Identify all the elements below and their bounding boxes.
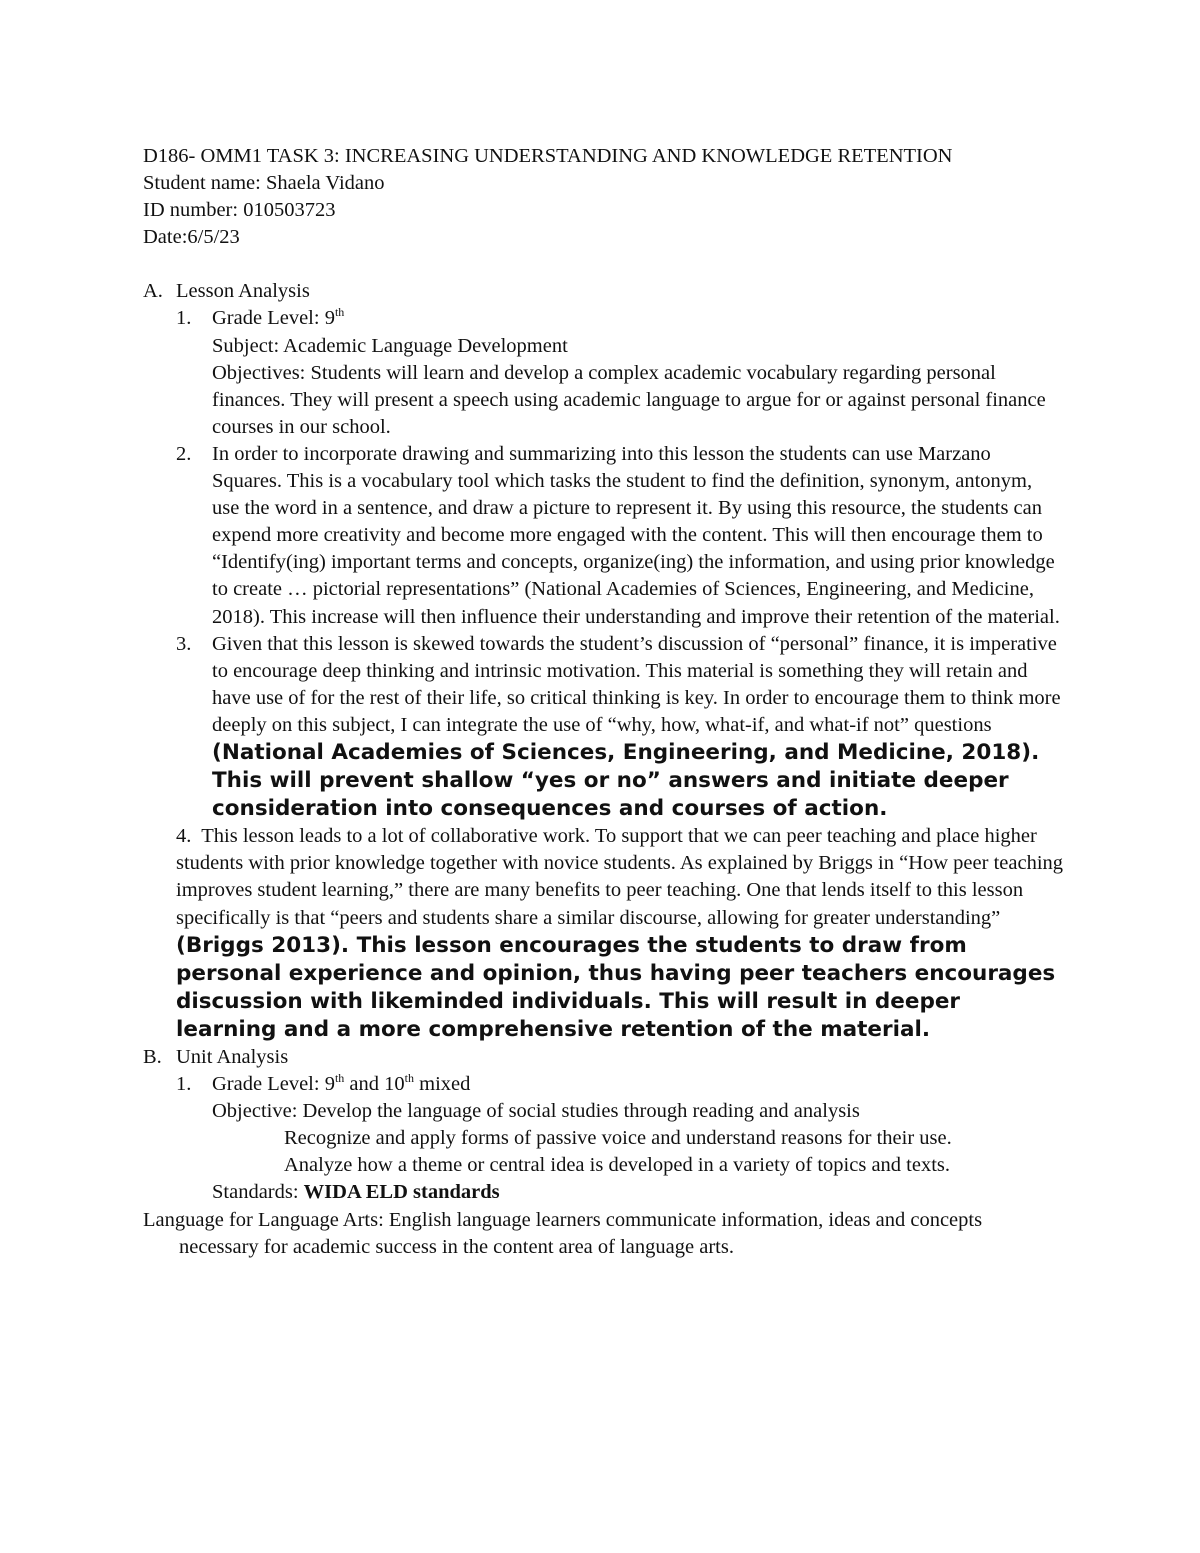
section-a-marker: A. (143, 280, 163, 303)
unit-objective: Objective: Develop the language of social studies through reading and analysis (212, 1100, 860, 1123)
lesson-item-1 (176, 305, 1063, 440)
item-3-text: Given that this lesson is skewed towards the student’s discussion of “personal” finance, it is imperative to encourage deep thinking and intrinsic motivation. This material is something they will retain and have use of for the rest of their life, so critical thinking is key. In order to encourage them to think more deeply on this subject, I can integrate the use of “why, how, what-if, and what-if not” questions (212, 632, 1061, 736)
section-b-marker: B. (143, 1046, 162, 1068)
unit-sub-objective-1: Recognize and apply forms of passive voice and understand reasons for their use. (284, 1127, 952, 1150)
unit-item-1 (176, 1071, 1063, 1206)
lesson-item-3 (176, 631, 1063, 824)
language-arts-paragraph: Language for Language Arts: English language learners communicate information, ideas and concepts necessary for academic success in the content area of language arts. (143, 1208, 983, 1258)
document-body (143, 143, 1063, 1261)
student-name: Student name: Shaela Vidano (143, 172, 385, 195)
section-b-title: Unit Analysis (176, 1046, 289, 1068)
item-4-bold-text: (Briggs 2013). This lesson encourages the students to draw from personal experience and opinion, thus having peer teachers encourages discussion with likeminded individuals. This will result in deeper learning and a more comprehensive retention of the material. (176, 932, 1056, 1042)
section-a-heading (143, 278, 1063, 305)
item-marker: 3. (176, 632, 192, 655)
lesson-item-2 (176, 441, 1063, 631)
section-b-heading (143, 1044, 1063, 1071)
item-marker: 2. (176, 442, 192, 465)
item-marker: 1. (176, 1073, 192, 1096)
unit-sub-objective-2: Analyze how a theme or central idea is developed in a variety of topics and texts. (284, 1154, 951, 1177)
item-4-text: This lesson leads to a lot of collaborative work. To support that we can peer teaching and place higher students with prior knowledge together with novice students. As explained by Briggs in “How peer teaching improves student learning,” there are many benefits to peer teaching. One that lends itself to this lesson specifically is that “peers and students share a similar discourse, allowing for greater understanding” (176, 825, 1064, 929)
grade-level: Grade Level: 9th (212, 305, 345, 330)
standards-value: WIDA ELD standards (303, 1181, 500, 1204)
subject: Subject: Academic Language Development (212, 334, 568, 357)
item-3-paragraph (212, 631, 1063, 824)
id-number: ID number: 010503723 (143, 199, 336, 222)
spacer (143, 251, 1063, 278)
section-a-title: Lesson Analysis (176, 280, 310, 303)
objectives: Objectives: Students will learn and develop a complex academic vocabulary regarding personal finances. They will present a speech using academic language to argue for or against personal finance courses in our school. (212, 361, 1046, 438)
unit-standards: Standards: WIDA ELD standards (212, 1181, 500, 1204)
date: Date:6/5/23 (143, 226, 240, 249)
lesson-item-4 (176, 823, 1063, 1044)
unit-grade-level: Grade Level: 9th and 10th mixed (212, 1071, 471, 1096)
item-marker: 1. (176, 307, 192, 330)
document-title: D186- OMM1 TASK 3: INCREASING UNDERSTANDING AND KNOWLEDGE RETENTION (143, 145, 953, 167)
item-4-paragraph (176, 823, 1063, 1044)
item-marker: 4. (176, 825, 192, 848)
item-2-text: In order to incorporate drawing and summarizing into this lesson the students can use Marzano Squares. This is a vocabulary tool which tasks the student to find the definition, synonym, antonym, use the word in a sentence, and draw a picture to represent it. By using this resource, the students can expend more creativity and become more engaged with the content. This will then encourage them to “Identify(ing) important terms and concepts, organize(ing) the information, and using prior knowledge to create … pictorial representations” (National Academies of Sciences, Engineering, and Medicine, 2018). This increase will then influence their understanding and improve their retention of the material. (212, 442, 1060, 628)
item-3-bold-text: (National Academies of Sciences, Engineering, and Medicine, 2018). This will prevent shallow “yes or no” answers and initiate deeper consideration into consequences and courses of action. (212, 739, 1040, 822)
